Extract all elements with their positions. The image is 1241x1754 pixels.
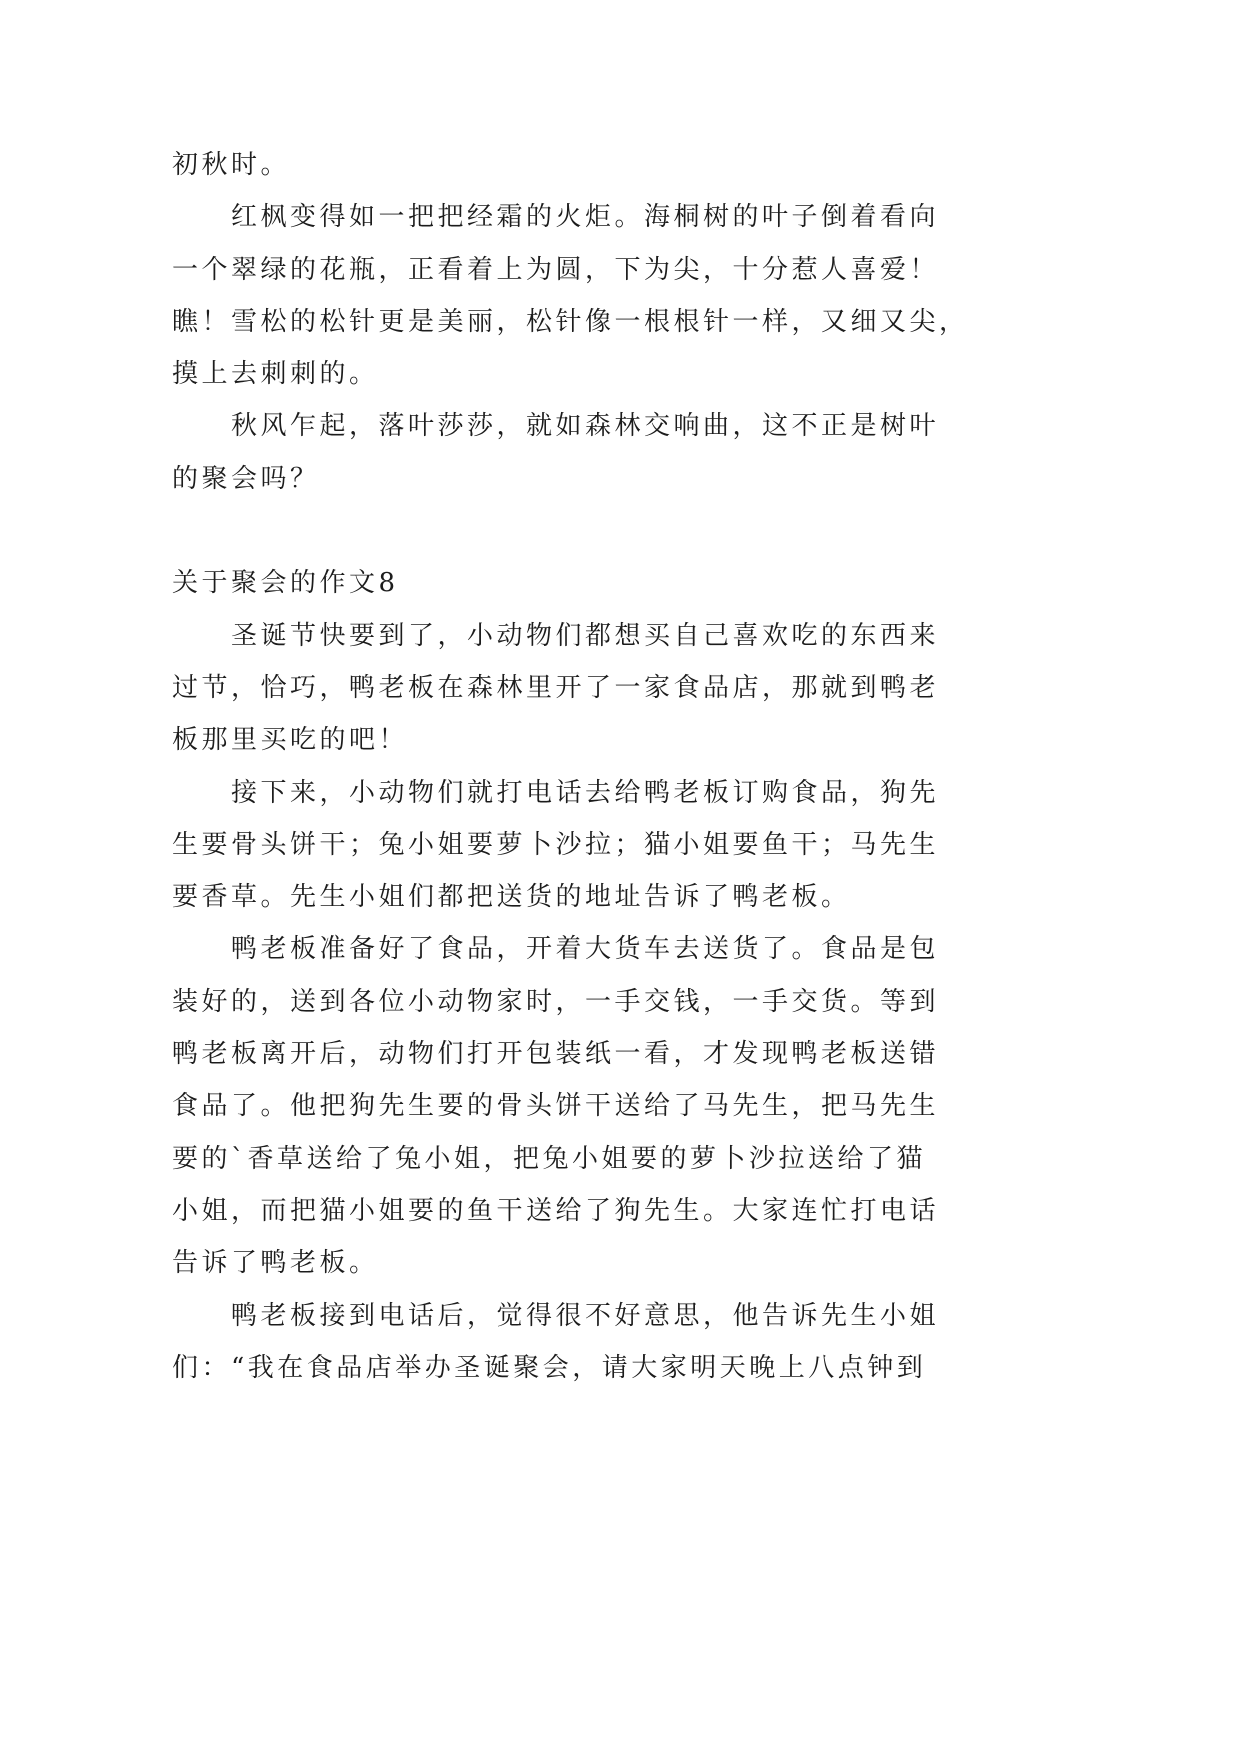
text-line: 瞧！雪松的松针更是美丽，松针像一根根针一样，又细又尖， xyxy=(172,306,969,337)
text-line: 鸭老板准备好了食品，开着大货车去送货了。食品是包 xyxy=(231,934,940,965)
paragraph xyxy=(172,610,992,767)
text-line: 们：“我在食品店举办圣诞聚会，请大家明天晚上八点钟到 xyxy=(172,1352,927,1383)
text-line: 过节，恰巧，鸭老板在森林里开了一家食品店，那就到鸭老 xyxy=(172,672,940,703)
text-line: 板那里买吃的吧！ xyxy=(172,725,409,756)
text-line: 红枫变得如一把把经霜的火炬。海桐树的叶子倒着看向 xyxy=(231,202,940,233)
paragraph xyxy=(172,1290,992,1395)
text-line: 秋风乍起，落叶莎莎，就如森林交响曲，这不正是树叶 xyxy=(231,411,940,442)
text-line: 装好的，送到各位小动物家时，一手交钱，一手交货。等到 xyxy=(172,986,940,1017)
section-heading: 关于聚会的作文8 xyxy=(172,568,399,599)
text-line: 一个翠绿的花瓶，正看着上为圆，下为尖，十分惹人喜爱！ xyxy=(172,254,940,285)
text-line: 告诉了鸭老板。 xyxy=(172,1248,379,1279)
paragraph xyxy=(172,400,992,505)
text-line: 接下来，小动物们就打电话去给鸭老板订购食品，狗先 xyxy=(231,777,940,808)
paragraph xyxy=(172,923,992,1289)
text-line: 摸上去刺刺的。 xyxy=(172,359,379,390)
text-line: 的聚会吗？ xyxy=(172,463,320,494)
text-line: 鸭老板离开后，动物们打开包装纸一看，才发现鸭老板送错 xyxy=(172,1039,940,1070)
text-line: 小姐，而把猫小姐要的鱼干送给了狗先生。大家连忙打电话 xyxy=(172,1195,940,1226)
text-line: 食品了。他把狗先生要的骨头饼干送给了马先生，把马先生 xyxy=(172,1091,940,1122)
paragraph xyxy=(172,139,992,191)
text-line: 圣诞节快要到了，小动物们都想买自己喜欢吃的东西来 xyxy=(231,620,940,651)
text-line: 初秋时。 xyxy=(172,150,291,180)
text-column xyxy=(172,139,992,1394)
text-line: 鸭老板接到电话后，觉得很不好意思，他告诉先生小姐 xyxy=(231,1300,940,1331)
paragraph xyxy=(172,767,992,924)
text-line: 要的`香草送给了兔小姐，把兔小姐要的萝卜沙拉送给了猫 xyxy=(172,1143,927,1174)
paragraph xyxy=(172,191,992,400)
blank-line xyxy=(172,505,992,557)
text-line: 要香草。先生小姐们都把送货的地址告诉了鸭老板。 xyxy=(172,882,851,913)
text-line: 生要骨头饼干；兔小姐要萝卜沙拉；猫小姐要鱼干；马先生 xyxy=(172,829,940,860)
